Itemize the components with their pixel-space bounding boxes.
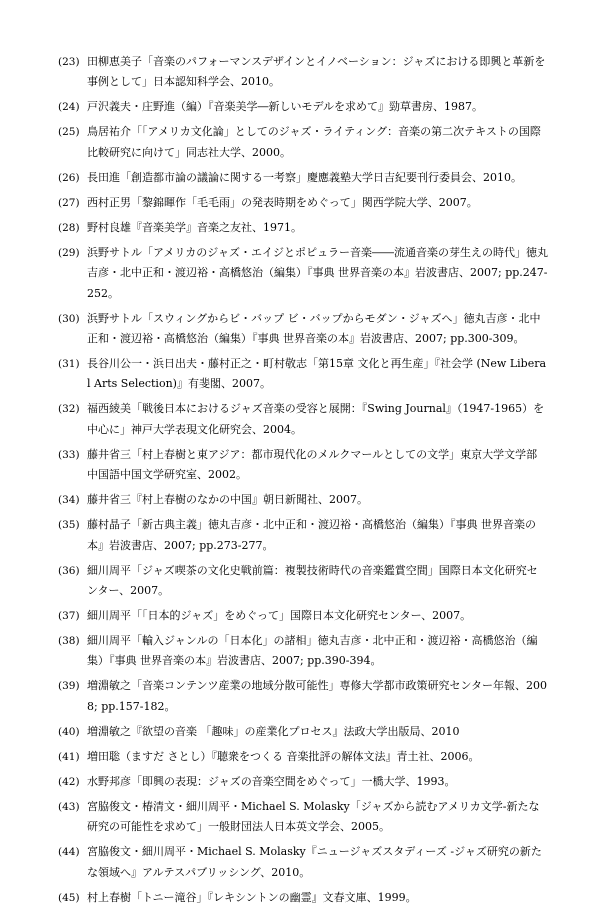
reference-item	[58, 747, 548, 767]
reference-number: (30)	[58, 312, 80, 325]
reference-item	[58, 399, 548, 440]
reference-number: (39)	[58, 680, 80, 693]
reference-text: 野村良雄『音楽美学』音楽之友社、1971。	[87, 220, 302, 234]
reference-number: (31)	[58, 358, 80, 371]
reference-text: 藤村晶子「新古典主義」徳丸吉彦・北中正和・渡辺裕・高橋悠治（編集）『事典 世界音楽の本』岩波書店、2007; pp.273-277。	[87, 518, 536, 552]
reference-text: 宮脇俊文・椿清文・細川周平・Michael S. Molasky「ジャズから読むアメリカ文学-新たな研究の可能性を求めて」一般財団法人日本英文学会、2005。	[87, 799, 540, 834]
reference-item	[58, 193, 548, 213]
reference-number: (25)	[58, 126, 80, 139]
reference-item	[58, 122, 548, 163]
reference-item	[58, 445, 548, 486]
reference-text: 藤井省三「村上春樹と東アジア：都市現代化のメルクマールとしての文学」東京大学文学部中国語中国文学研究室、2002。	[87, 447, 538, 482]
reference-number: (33)	[58, 448, 80, 461]
reference-list	[58, 52, 548, 913]
reference-number: (42)	[58, 775, 80, 788]
reference-number: (32)	[58, 403, 80, 416]
reference-text: 増田聡（ますだ さとし）『聴衆をつくる 音楽批評の解体文法』青土社、2006。	[87, 749, 480, 763]
reference-item	[58, 842, 548, 883]
reference-item	[58, 52, 548, 93]
reference-number: (23)	[58, 56, 80, 68]
reference-item	[58, 797, 548, 838]
reference-text: 西村正男「黎錦暉作「毛毛雨」の発表時期をめぐって」関西学院大学、2007。	[87, 195, 478, 209]
reference-item	[58, 490, 548, 510]
reference-item	[58, 606, 548, 626]
reference-item	[58, 676, 548, 717]
reference-item	[58, 218, 548, 238]
reference-number: (38)	[58, 635, 80, 648]
reference-text: 増淵敏之「音楽コンテンツ産業の地域分散可能性」専修大学都市政策研究センター年報、2008; pp.157-182。	[87, 679, 548, 713]
reference-number: (36)	[58, 564, 80, 577]
reference-item	[58, 309, 548, 350]
reference-item	[58, 888, 548, 908]
reference-text: 細川周平「ジャズ喫茶の文化史戦前篇：複製技術時代の音楽鑑賞空間」国際日本文化研究センター、2007。	[87, 563, 538, 598]
reference-text: 長田進「創造都市論の議論に関する一考察」慶應義塾大学日吉紀要刊行委員会、2010。	[87, 170, 522, 184]
reference-number: (24)	[58, 101, 80, 114]
reference-text: 藤井省三『村上春樹のなかの中国』朝日新聞社、2007。	[87, 493, 368, 507]
reference-text: 増淵敏之『欲望の音楽 「趣味」の産業化プロセス』法政大学出版局、2010	[87, 724, 460, 738]
reference-text: 浜野サトル「アメリカのジャズ・エイジとポピュラー音楽――流通音楽の芽生えの時代」徳丸吉彦・北中正和・渡辺裕・高橋悠治（編集）『事典 世界音楽の本』岩波書店、2007; pp.247-252。	[87, 245, 549, 300]
reference-text: 鳥居祐介「「アメリカ文化論」としてのジャズ・ライティング：音楽の第二次テキストの国際比較研究に向けて」同志社大学、2000。	[87, 125, 541, 159]
reference-number: (27)	[58, 196, 80, 209]
reference-number: (34)	[58, 494, 80, 507]
reference-text: 田柳恵美子「音楽のパフォーマンスデザインとイノベーション：ジャズにおける即興と革新を事例として」日本認知科学会、2010。	[87, 55, 546, 89]
reference-item	[58, 631, 548, 672]
reference-number: (35)	[58, 519, 80, 532]
reference-text: 戸沢義夫・庄野進（編）『音楽美学―新しいモデルを求めて』勁草書房、1987。	[87, 100, 483, 114]
reference-text: 浜野サトル「スウィングからビ・バップ ビ・バップからモダン・ジャズへ」徳丸吉彦・北中正和・渡辺裕・高橋悠治（編集）『事典 世界音楽の本』岩波書店、2007; pp.300-309。	[87, 311, 541, 346]
reference-number: (44)	[58, 846, 80, 859]
reference-number: (43)	[58, 800, 80, 813]
reference-number: (28)	[58, 221, 80, 234]
reference-item	[58, 243, 548, 304]
reference-number: (26)	[58, 171, 80, 184]
reference-item	[58, 772, 548, 792]
reference-number: (40)	[58, 725, 80, 738]
reference-text: 村上春樹「トニー滝谷」『レキシントンの幽霊』文春文庫、1999。	[87, 890, 417, 904]
reference-text: 福西綾美「戦後日本におけるジャズ音楽の受容と展開：『Swing Journal』（1947-1965）を中心に」神戸大学表現文化研究会、2004。	[87, 402, 545, 436]
reference-item	[58, 168, 548, 188]
reference-item	[58, 561, 548, 602]
reference-item	[58, 722, 548, 742]
reference-number: (41)	[58, 750, 80, 763]
reference-text: 長谷川公一・浜日出夫・藤村正之・町村敬志「第15章 文化と再生産」『社会学 (New Liberal Arts Selection)』有斐閣、2007。	[87, 357, 547, 391]
reference-item	[58, 515, 548, 556]
reference-text: 水野邦彦「即興の表現：ジャズの音楽空間をめぐって」一橋大学、1993。	[87, 774, 456, 788]
reference-number: (45)	[58, 891, 80, 904]
reference-text: 宮脇俊文・細川周平・Michael S. Molasky『ニュージャズスタディーズ -ジャズ研究の新たな領域へ』アルテスパブリッシング、2010。	[87, 845, 542, 879]
reference-number: (29)	[58, 246, 80, 259]
reference-text: 細川周平「「日本的ジャズ」をめぐって」国際日本文化研究センター、2007。	[87, 609, 472, 623]
reference-text: 細川周平「輸入ジャンルの「日本化」の諸相」徳丸吉彦・北中正和・渡辺裕・高橋悠治（編集）『事典 世界音楽の本』岩波書店、2007; pp.390-394。	[87, 634, 538, 668]
reference-item	[58, 97, 548, 117]
reference-number: (37)	[58, 610, 80, 623]
reference-item	[58, 354, 548, 395]
